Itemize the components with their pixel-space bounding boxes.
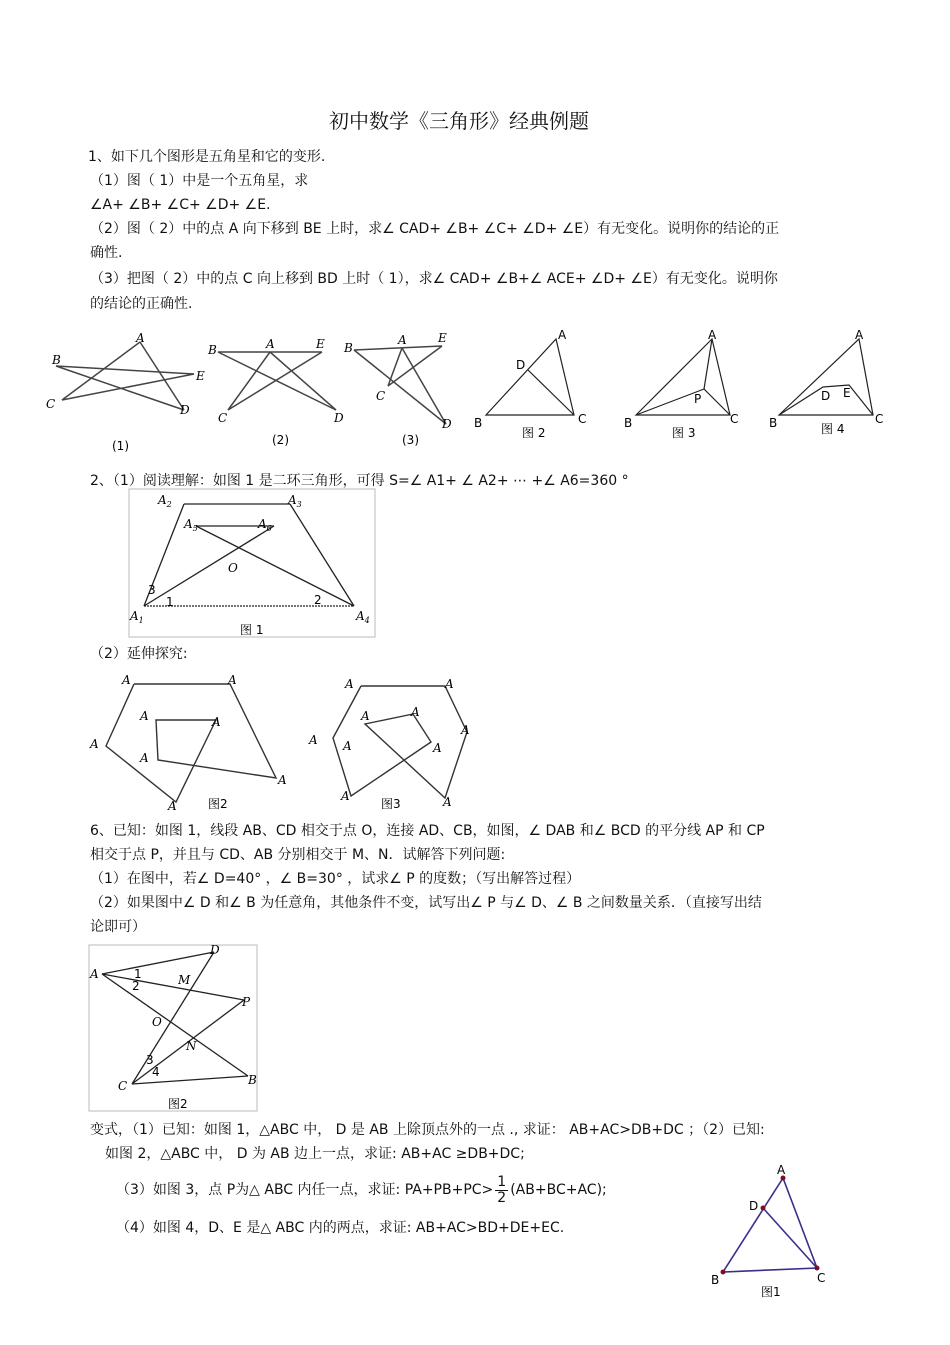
label-A: A <box>90 967 99 981</box>
label-A5: A <box>140 709 149 723</box>
label-A7: A <box>278 773 287 787</box>
q6-line1: 6、已知：如图 1，线段 AB、CD 相交于点 O，连接 AD、CB，如图，∠ DAB 和∠ BCD 的平分线 AP 和 CP <box>90 823 765 839</box>
q6-part2-line2: 论即可） <box>90 919 146 935</box>
label-A3: A <box>140 751 149 765</box>
fraction-denominator: 2 <box>497 1189 507 1206</box>
label-A5: A <box>309 733 318 747</box>
label-A6: $A_6$ <box>258 517 272 533</box>
label-A8: A <box>168 799 177 813</box>
label-C: C <box>730 412 739 426</box>
label-P: P <box>242 995 251 1009</box>
label-P: P <box>694 392 702 406</box>
label-B: B <box>248 1073 257 1087</box>
label-N: N <box>186 1039 197 1053</box>
figure-caption: 图2 <box>168 1097 188 1111</box>
label-C: C <box>46 397 56 411</box>
label-A2: A <box>90 737 99 751</box>
label-A4: $A_4$ <box>356 609 370 625</box>
label-C: C <box>218 411 228 425</box>
figure-caption: 图 1 <box>240 623 264 637</box>
label-B: B <box>52 353 61 367</box>
q1-intro: 1、如下几个图形是五角星和它的变形. <box>88 149 326 165</box>
label-B: B <box>208 343 217 357</box>
q1-part1-line2: ∠A+ ∠B+ ∠C+ ∠D+ ∠E. <box>90 197 271 213</box>
q6-part2-line1: （2）如果图中∠ D 和∠ B 为任意角，其他条件不变，试写出∠ P 与∠ D、∠ B 之间数量关系．（直接写出结 <box>90 895 762 911</box>
q2-figure-3 <box>305 672 490 814</box>
figure-caption-fig3: 图 3 <box>672 426 696 440</box>
q1-part3-line1: （3）把图（ 2）中的点 C 向上移到 BD 上时（ 1），求∠ CAD+ ∠B+∠ ACE+ ∠D+ ∠E）有无变化。说明你 <box>90 271 778 287</box>
label-A9: A <box>341 789 350 803</box>
q1-triangle-figure-3 <box>620 325 750 450</box>
label-A4: A <box>411 705 420 719</box>
label-E: E <box>196 369 205 383</box>
q1-star-figure-2 <box>204 328 344 458</box>
label-A: A <box>266 337 275 351</box>
variant-part3 <box>116 1170 607 1210</box>
variant-line2: 如图 2，△ABC 中， D 为 AB 边上一点，求证: AB+AC ≥DB+DC; <box>105 1146 525 1162</box>
figure-caption-fig4: 图 4 <box>821 422 845 436</box>
figure-caption-2: (2) <box>272 433 289 447</box>
label-D: D <box>516 358 526 372</box>
figure-caption: 图1 <box>761 1285 781 1299</box>
label-D: D <box>821 389 831 403</box>
label-B: B <box>711 1273 720 1287</box>
angle-3: 3 <box>146 1053 154 1067</box>
label-D: D <box>180 403 190 417</box>
label-A1: A <box>345 677 354 691</box>
fraction-one-half <box>495 1175 508 1206</box>
variant-figure-1 <box>705 1160 835 1305</box>
variant-part3-text: （3）如图 3，点 P为△ ABC 内任一点，求证: PA+PB+PC> <box>116 1182 494 1198</box>
variant-part4: （4）如图 4，D、E 是△ ABC 内的两点，求证: AB+AC>BD+DE+EC. <box>116 1220 565 1236</box>
label-A: A <box>136 331 145 345</box>
label-A2: $A_2$ <box>158 493 172 509</box>
q1-part3-line2: 的结论的正确性. <box>90 296 193 312</box>
q1-triangle-figure-4 <box>765 325 895 450</box>
q1-part1-line1: （1）图（ 1）中是一个五角星，求 <box>90 173 309 189</box>
label-M: M <box>178 973 191 987</box>
label-D: D <box>749 1199 759 1213</box>
label-A: A <box>558 328 567 342</box>
fraction-numerator: 1 <box>497 1173 507 1190</box>
label-A10: A <box>443 795 452 809</box>
q2-figure-2 <box>88 672 303 814</box>
label-A1: A <box>122 673 131 687</box>
q6-line2: 相交于点 P，并且与 CD、AB 分别相交于 M、N．试解答下列问题: <box>90 847 506 863</box>
q6-part1: （1）在图中，若∠ D=40° ，∠ B=30° ，试求∠ P 的度数；（写出解答过程） <box>90 871 581 887</box>
label-A: A <box>777 1163 786 1177</box>
angle-2: 2 <box>132 979 140 993</box>
label-A1: $A_1$ <box>130 609 144 625</box>
label-C: C <box>875 412 884 426</box>
label-C: C <box>118 1079 128 1093</box>
label-O: O <box>228 561 238 575</box>
angle-3: 3 <box>148 583 156 597</box>
figure-caption-fig2: 图 2 <box>522 426 546 440</box>
figure-caption-1: (1) <box>112 439 129 453</box>
label-D: D <box>334 411 344 425</box>
angle-1: 1 <box>134 967 142 981</box>
label-B: B <box>344 341 353 355</box>
label-D: D <box>210 943 220 957</box>
figure-caption: 图3 <box>381 797 401 811</box>
variant-part3-tail: (AB+BC+AC); <box>510 1182 607 1198</box>
angle-2: 2 <box>314 593 322 607</box>
label-B: B <box>474 416 483 430</box>
label-C: C <box>376 389 386 403</box>
q1-part2-line2: 确性. <box>90 245 123 261</box>
label-D: D <box>442 417 452 431</box>
label-A5: $A_5$ <box>184 517 198 533</box>
q2-part2: （2）延伸探究: <box>90 646 188 662</box>
q1-star-figure-1 <box>44 328 214 458</box>
label-A4: A <box>212 715 221 729</box>
q2-part1: 2、（1）阅读理解：如图 1 是二环三角形，可得 S=∠ A1+ ∠ A2+ ⋯ +∠ A6=360 ° <box>90 473 629 489</box>
q2-figure-1 <box>128 488 378 640</box>
label-C: C <box>578 412 587 426</box>
label-B: B <box>769 416 778 430</box>
angle-4: 4 <box>152 1065 160 1079</box>
q6-figure <box>88 944 260 1116</box>
page-title: 初中数学《三角形》经典例题 <box>329 109 589 133</box>
label-A6: A <box>461 723 470 737</box>
label-E: E <box>438 331 447 345</box>
label-A6: A <box>228 673 237 687</box>
label-B: B <box>624 416 633 430</box>
angle-1: 1 <box>166 595 174 609</box>
label-A2: A <box>445 677 454 691</box>
label-O: O <box>152 1015 162 1029</box>
label-A7: A <box>343 739 352 753</box>
q1-triangle-figure-2 <box>470 325 600 450</box>
figure-caption-3: (3) <box>402 433 419 447</box>
label-A: A <box>708 328 717 342</box>
q1-part2-line1: （2）图（ 2）中的点 A 向下移到 BE 上时，求∠ CAD+ ∠B+ ∠C+ ∠D+ ∠E）有无变化。说明你的结论的正 <box>90 221 780 237</box>
figure-caption: 图2 <box>208 797 228 811</box>
variant-line1: 变式，（1）已知：如图 1，△ABC 中， D 是 AB 上除顶点外的一点 ., 求证： AB+AC>DB+DC ；（2）已知: <box>90 1122 765 1138</box>
label-A: A <box>855 328 864 342</box>
label-A3: A <box>361 709 370 723</box>
label-A3: $A_3$ <box>288 493 302 509</box>
label-E: E <box>316 337 325 351</box>
label-C: C <box>817 1271 826 1285</box>
label-A: A <box>398 333 407 347</box>
label-A8: A <box>433 741 442 755</box>
label-E: E <box>843 386 851 400</box>
q1-star-figure-3 <box>342 328 462 458</box>
